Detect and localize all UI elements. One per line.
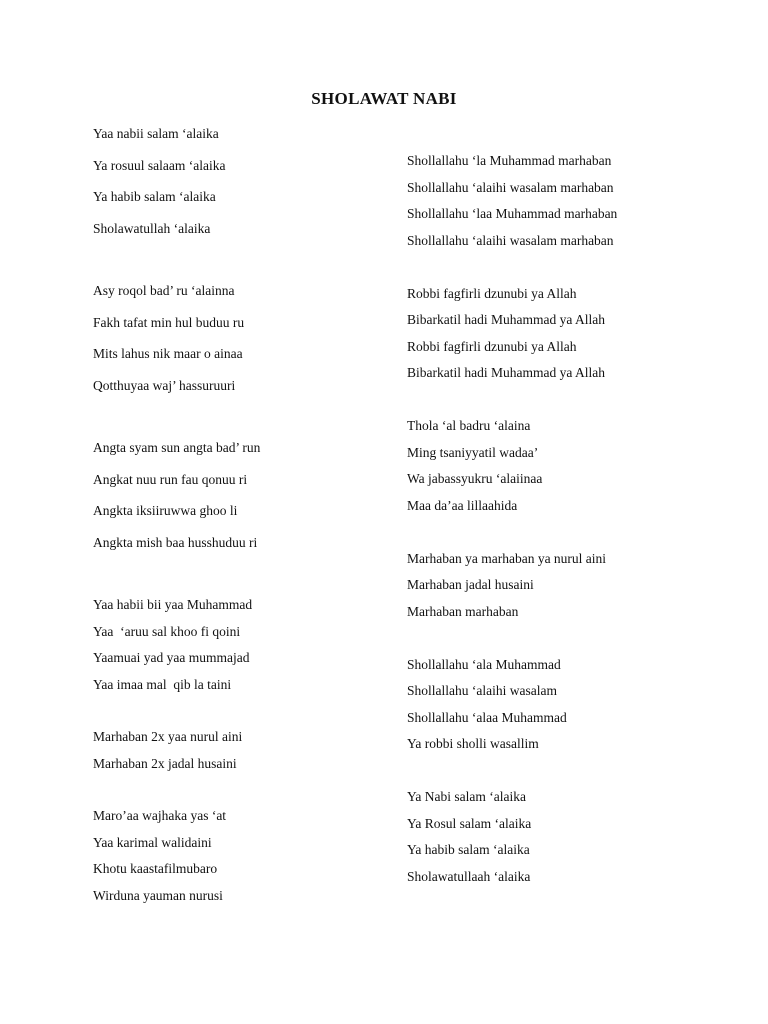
lyric-line: Shollallahu ‘ala Muhammad bbox=[407, 656, 561, 672]
lyric-line: Marhaban jadal husaini bbox=[407, 577, 534, 592]
lyric-line: Ya habib salam ‘alaika bbox=[407, 842, 530, 857]
lyric-line: Robbi fagfirli dzunubi ya Allah bbox=[407, 338, 577, 354]
lyric-line: Yaa karimal walidaini bbox=[93, 834, 212, 850]
right-stanza-2 bbox=[407, 284, 737, 390]
lyric-line: Bibarkatil hadi Muhammad ya Allah bbox=[407, 365, 605, 380]
lyric-line: Yaa ‘aruu sal khoo fi qoini bbox=[93, 623, 241, 639]
lyric-line: Shollallahu ‘la Muhammad marhaban bbox=[407, 153, 612, 168]
lyric-line: Shollallahu ‘alaihi wasalam marhaban bbox=[407, 232, 614, 248]
lyric-line: Sholawatullaah ‘alaika bbox=[407, 868, 531, 884]
lyric-line: Thola ‘al badru ‘alaina bbox=[407, 418, 531, 433]
lyric-line: Maa da’aa lillaahida bbox=[407, 497, 518, 513]
lyric-line: Angkta mish baa husshuduu ri bbox=[93, 534, 258, 550]
left-stanza-2 bbox=[93, 281, 393, 407]
lyric-line: Marhaban marhaban bbox=[407, 603, 519, 619]
lyric-line: Marhaban 2x jadal husaini bbox=[93, 755, 237, 771]
lyric-line: Bibarkatil hadi Muhammad ya Allah bbox=[407, 312, 605, 327]
lyric-line: Angta syam sun angta bad’ run bbox=[93, 440, 261, 455]
lyric-line: Asy roqol bad’ ru ‘alainna bbox=[93, 283, 235, 298]
lyric-line: Ya Nabi salam ‘alaika bbox=[407, 789, 526, 804]
lyric-line: Yaa nabii salam ‘alaika bbox=[93, 126, 219, 141]
right-column bbox=[407, 151, 737, 893]
lyric-line: Marhaban ya marhaban ya nurul aini bbox=[407, 550, 607, 566]
lyric-line: Shollallahu ‘laa Muhammad marhaban bbox=[407, 206, 618, 221]
lyric-line: Angkta iksiiruwwa ghoo li bbox=[93, 503, 238, 518]
lyric-line: Shollallahu ‘alaa Muhammad bbox=[407, 709, 567, 725]
lyric-line: Yaa imaa mal qib la taini bbox=[93, 676, 232, 692]
left-stanza-3 bbox=[93, 438, 393, 564]
lyric-line: Ya habib salam ‘alaika bbox=[93, 189, 216, 204]
right-stanza-3 bbox=[407, 416, 737, 522]
page-title: SHOLAWAT NABI bbox=[311, 89, 457, 108]
right-stanza-1 bbox=[407, 151, 737, 257]
right-stanza-5 bbox=[407, 655, 737, 761]
right-stanza-4 bbox=[407, 549, 737, 629]
lyric-line: Wa jabassyukru ‘alaiinaa bbox=[407, 471, 543, 486]
lyric-line: Qotthuyaa waj’ hassuruuri bbox=[93, 377, 236, 393]
lyric-line: Sholawatullah ‘alaika bbox=[93, 220, 211, 236]
left-stanza-1 bbox=[93, 124, 393, 250]
lyric-line: Ming tsaniyyatil wadaa’ bbox=[407, 444, 539, 460]
lyric-line: Yaamuai yad yaa mummajad bbox=[93, 650, 250, 665]
lyric-line: Wirduna yauman nurusi bbox=[93, 887, 223, 903]
left-stanza-4 bbox=[93, 595, 393, 701]
lyric-line: Shollallahu ‘alaihi wasalam bbox=[407, 683, 557, 698]
lyric-line: Robbi fagfirli dzunubi ya Allah bbox=[407, 285, 577, 301]
lyric-line: Yaa habii bii yaa Muhammad bbox=[93, 597, 253, 612]
lyric-line: Ya robbi sholli wasallim bbox=[407, 736, 539, 751]
lyric-line: Ya Rosul salam ‘alaika bbox=[407, 815, 532, 831]
lyric-line: Khotu kaastafilmubaro bbox=[93, 861, 218, 876]
lyric-line: Mits lahus nik maar o ainaa bbox=[93, 346, 243, 361]
lyric-line: Angkat nuu run fau qonuu ri bbox=[93, 471, 248, 487]
lyric-line: Marhaban 2x yaa nurul aini bbox=[93, 729, 243, 744]
left-stanza-6 bbox=[93, 806, 393, 912]
lyric-line: Ya rosuul salaam ‘alaika bbox=[93, 157, 226, 173]
left-column bbox=[93, 124, 393, 912]
right-stanza-6 bbox=[407, 787, 737, 893]
lyric-line: Shollallahu ‘alaihi wasalam marhaban bbox=[407, 179, 614, 195]
left-stanza-5 bbox=[93, 727, 393, 780]
lyric-line: Maro’aa wajhaka yas ‘at bbox=[93, 808, 227, 823]
lyric-line: Fakh tafat min hul buduu ru bbox=[93, 314, 245, 330]
